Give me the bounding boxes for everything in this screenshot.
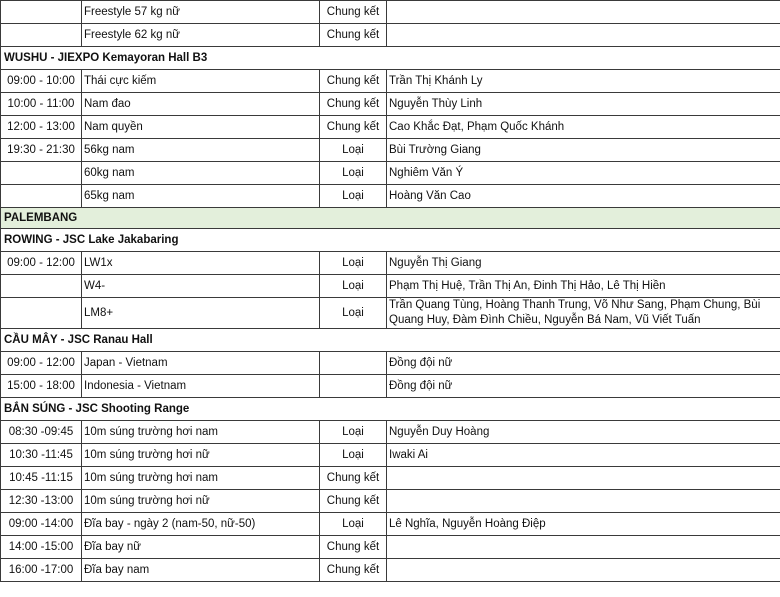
round-cell: Loại xyxy=(320,298,387,329)
athletes-cell xyxy=(387,467,780,490)
round-cell: Loại xyxy=(320,185,387,208)
athletes-cell: Hoàng Văn Cao xyxy=(387,185,780,208)
round-cell: Chung kết xyxy=(320,490,387,513)
event-cell: 10m súng trường hơi nam xyxy=(82,421,320,444)
time-cell xyxy=(1,24,82,47)
time-cell: 12:30 -13:00 xyxy=(1,490,82,513)
time-cell xyxy=(1,185,82,208)
table-row xyxy=(1,559,780,582)
venue-title: ROWING - JSC Lake Jakabaring xyxy=(1,229,780,252)
table-row xyxy=(1,513,780,536)
athletes-cell: Nghiêm Văn Ý xyxy=(387,162,780,185)
time-cell: 19:30 - 21:30 xyxy=(1,139,82,162)
table-row xyxy=(1,1,780,24)
venue-header-row xyxy=(1,47,780,70)
athletes-cell: Cao Khắc Đạt, Phạm Quốc Khánh xyxy=(387,116,780,139)
table-row xyxy=(1,467,780,490)
event-cell: 65kg nam xyxy=(82,185,320,208)
table-row xyxy=(1,444,780,467)
event-cell: LW1x xyxy=(82,252,320,275)
athletes-cell: Trần Thị Khánh Ly xyxy=(387,70,780,93)
event-cell: Đĩa bay - ngày 2 (nam-50, nữ-50) xyxy=(82,513,320,536)
time-cell: 09:00 - 12:00 xyxy=(1,252,82,275)
venue-header-row xyxy=(1,229,780,252)
region-title: PALEMBANG xyxy=(1,208,780,229)
round-cell: Chung kết xyxy=(320,1,387,24)
event-cell: Freestyle 62 kg nữ xyxy=(82,24,320,47)
event-cell: Nam quyền xyxy=(82,116,320,139)
event-cell: Đĩa bay nam xyxy=(82,559,320,582)
table-row xyxy=(1,70,780,93)
table-row xyxy=(1,116,780,139)
venue-title: CẦU MÂY - JSC Ranau Hall xyxy=(1,329,780,352)
event-cell: Indonesia - Vietnam xyxy=(82,375,320,398)
time-cell xyxy=(1,298,82,329)
table-row xyxy=(1,298,780,329)
time-cell: 08:30 -09:45 xyxy=(1,421,82,444)
event-cell: 60kg nam xyxy=(82,162,320,185)
round-cell: Loại xyxy=(320,513,387,536)
round-cell: Loại xyxy=(320,444,387,467)
venue-title: BẮN SÚNG - JSC Shooting Range xyxy=(1,398,780,421)
round-cell: Loại xyxy=(320,162,387,185)
athletes-cell: Phạm Thị Huệ, Trần Thị An, Đinh Thị Hảo, Lê Thị Hiền xyxy=(387,275,780,298)
venue-title: WUSHU - JIEXPO Kemayoran Hall B3 xyxy=(1,47,780,70)
time-cell xyxy=(1,162,82,185)
round-cell: Loại xyxy=(320,139,387,162)
event-cell: Japan - Vietnam xyxy=(82,352,320,375)
athletes-cell xyxy=(387,24,780,47)
athletes-cell: Đồng đội nữ xyxy=(387,375,780,398)
table-row xyxy=(1,275,780,298)
athletes-cell xyxy=(387,490,780,513)
time-cell: 09:00 - 10:00 xyxy=(1,70,82,93)
time-cell: 10:45 -11:15 xyxy=(1,467,82,490)
time-cell: 10:00 - 11:00 xyxy=(1,93,82,116)
table-row xyxy=(1,252,780,275)
event-cell: 10m súng trường hơi nam xyxy=(82,467,320,490)
table-row xyxy=(1,421,780,444)
athletes-cell: Trần Quang Tùng, Hoàng Thanh Trung, Võ Như Sang, Phạm Chung, Bùi Quang Huy, Đàm Đình Chiều, Nguyễn Bá Nam, Vũ Viết Tuấn xyxy=(387,298,780,329)
event-cell: Đĩa bay nữ xyxy=(82,536,320,559)
table-row xyxy=(1,93,780,116)
athletes-cell xyxy=(387,1,780,24)
round-cell: Loại xyxy=(320,252,387,275)
event-cell: Freestyle 57 kg nữ xyxy=(82,1,320,24)
round-cell: Chung kết xyxy=(320,467,387,490)
time-cell: 14:00 -15:00 xyxy=(1,536,82,559)
table-row xyxy=(1,24,780,47)
athletes-cell: Iwaki Ai xyxy=(387,444,780,467)
time-cell: 16:00 -17:00 xyxy=(1,559,82,582)
table-row xyxy=(1,490,780,513)
round-cell: Chung kết xyxy=(320,116,387,139)
athletes-cell xyxy=(387,536,780,559)
event-cell: 10m súng trường hơi nữ xyxy=(82,444,320,467)
table-row xyxy=(1,375,780,398)
round-cell: Chung kết xyxy=(320,93,387,116)
athletes-cell: Nguyễn Thị Giang xyxy=(387,252,780,275)
round-cell xyxy=(320,375,387,398)
round-cell: Loại xyxy=(320,421,387,444)
time-cell xyxy=(1,1,82,24)
athletes-cell xyxy=(387,559,780,582)
round-cell: Chung kết xyxy=(320,536,387,559)
time-cell: 12:00 - 13:00 xyxy=(1,116,82,139)
athletes-cell: Bùi Trường Giang xyxy=(387,139,780,162)
table-row xyxy=(1,139,780,162)
event-cell: Thái cực kiếm xyxy=(82,70,320,93)
table-row xyxy=(1,162,780,185)
athletes-cell: Nguyễn Duy Hoàng xyxy=(387,421,780,444)
venue-header-row xyxy=(1,329,780,352)
time-cell: 09:00 -14:00 xyxy=(1,513,82,536)
athletes-cell: Nguyễn Thùy Linh xyxy=(387,93,780,116)
event-cell: 10m súng trường hơi nữ xyxy=(82,490,320,513)
time-cell: 15:00 - 18:00 xyxy=(1,375,82,398)
event-cell: W4- xyxy=(82,275,320,298)
time-cell xyxy=(1,275,82,298)
event-cell: LM8+ xyxy=(82,298,320,329)
time-cell: 10:30 -11:45 xyxy=(1,444,82,467)
venue-header-row xyxy=(1,398,780,421)
event-cell: 56kg nam xyxy=(82,139,320,162)
round-cell: Chung kết xyxy=(320,559,387,582)
event-cell: Nam đao xyxy=(82,93,320,116)
round-cell xyxy=(320,352,387,375)
schedule-body xyxy=(1,1,780,582)
athletes-cell: Lê Nghĩa, Nguyễn Hoàng Điệp xyxy=(387,513,780,536)
round-cell: Chung kết xyxy=(320,24,387,47)
time-cell: 09:00 - 12:00 xyxy=(1,352,82,375)
region-header-row xyxy=(1,208,780,229)
table-row xyxy=(1,185,780,208)
round-cell: Loại xyxy=(320,275,387,298)
table-row xyxy=(1,536,780,559)
table-row xyxy=(1,352,780,375)
round-cell: Chung kết xyxy=(320,70,387,93)
athletes-cell: Đồng đội nữ xyxy=(387,352,780,375)
